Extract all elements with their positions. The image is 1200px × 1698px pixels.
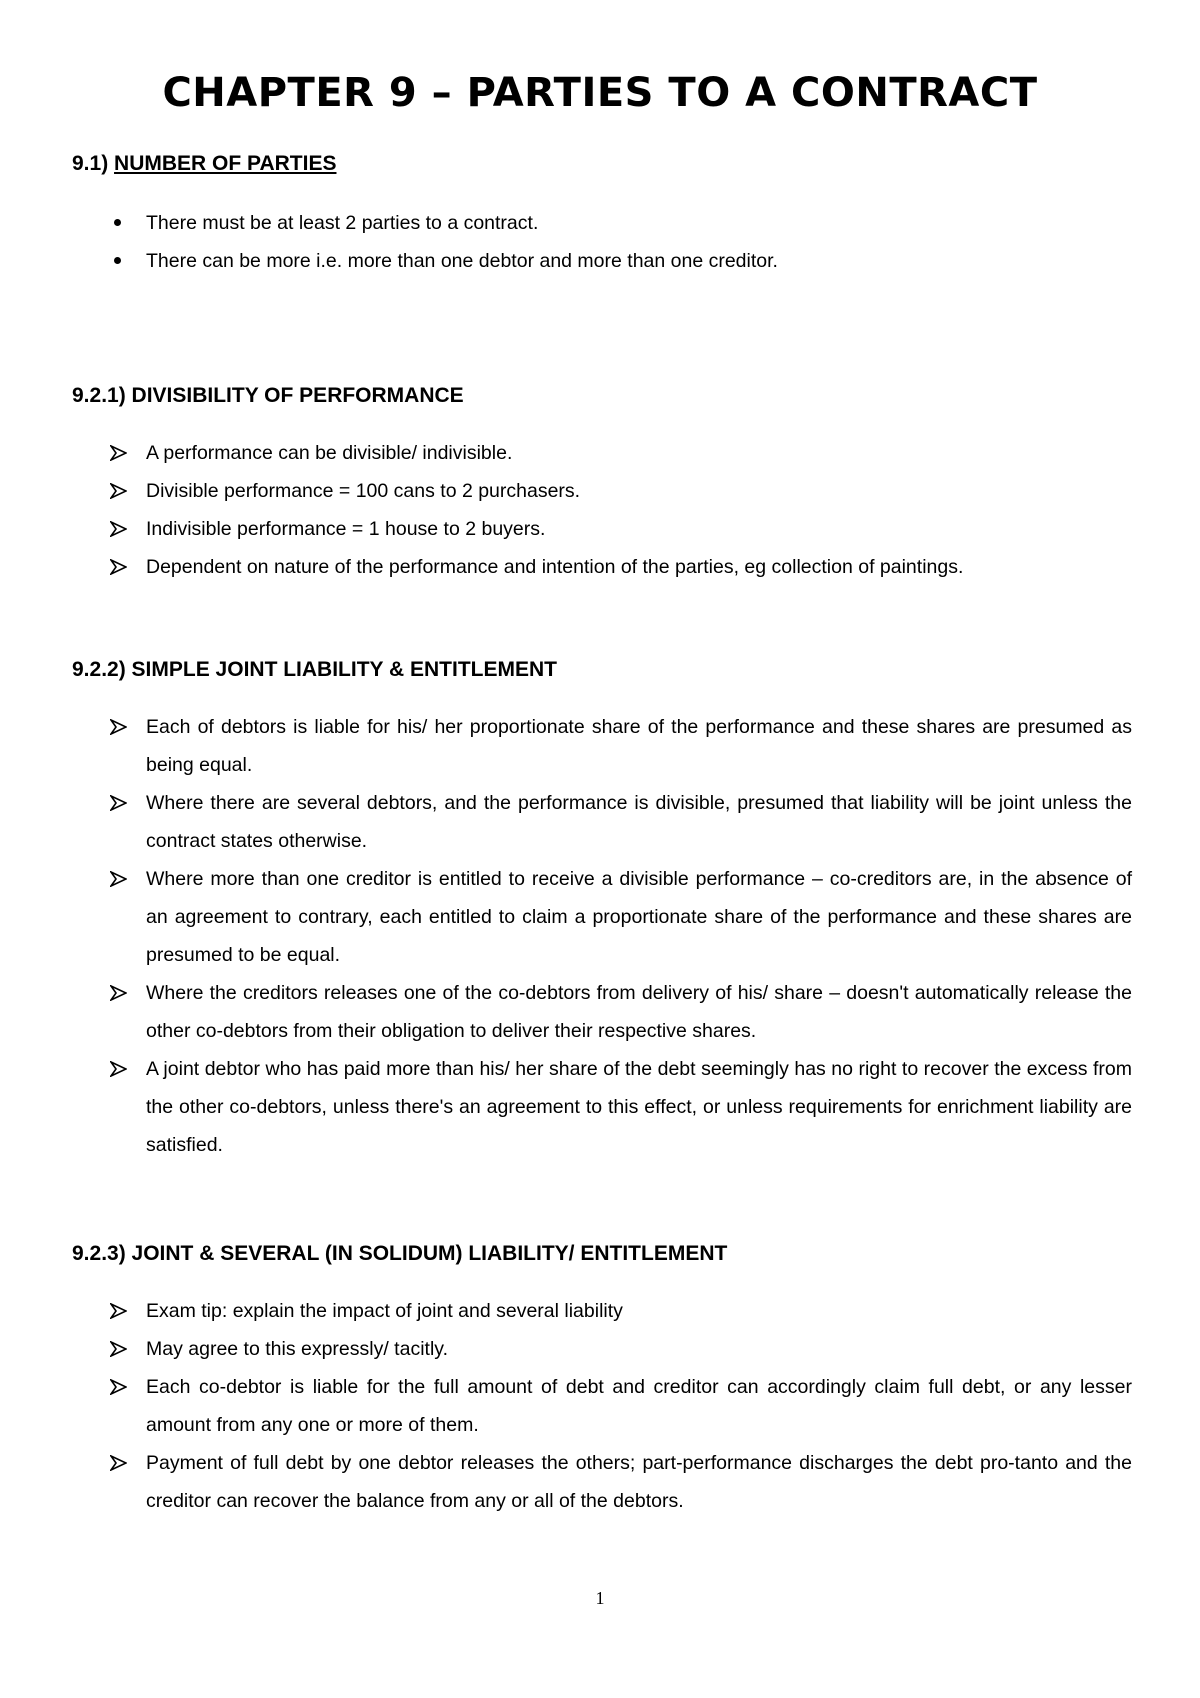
section-number: 9.1) <box>72 152 109 175</box>
list-item <box>72 510 1132 548</box>
list-item-text: Exam tip: explain the impact of joint and several liability <box>146 1300 623 1322</box>
arrow-bullet-icon <box>110 1379 127 1395</box>
arrow-bullet-icon <box>110 1455 127 1471</box>
list-item <box>72 1292 1132 1330</box>
section-heading <box>72 382 1132 410</box>
list-item-text: Each co-debtor is liable for the full amount of debt and creditor can accordingly claim full debt, or any lesser amount from any one or more of them. <box>146 1376 1132 1436</box>
list-item-text: A joint debtor who has paid more than his/ her share of the debt seemingly has no right to recover the excess from the other co-debtors, unless there's an agreement to this effect, or unless requirements for enrichment liability are satisfied. <box>146 1058 1132 1156</box>
list-item <box>72 784 1132 860</box>
list-item-text: There must be at least 2 parties to a contract. <box>146 212 539 234</box>
section-title: JOINT & SEVERAL (IN SOLIDUM) LIABILITY/ ENTITLEMENT <box>131 1242 728 1265</box>
bullet-list <box>72 1292 1132 1520</box>
list-item <box>72 1368 1132 1444</box>
section-title: NUMBER OF PARTIES <box>114 152 337 175</box>
section-divisibility-of-performance <box>72 382 1132 586</box>
list-item <box>72 974 1132 1050</box>
section-heading <box>72 656 1132 684</box>
arrow-bullet-icon <box>110 985 127 1001</box>
list-item-text: Payment of full debt by one debtor releases the others; part-performance discharges the debt pro-tanto and the creditor can recover the balance from any or all of the debtors. <box>146 1452 1132 1512</box>
list-item-text: Each of debtors is liable for his/ her proportionate share of the performance and these shares are presumed as being equal. <box>146 716 1132 776</box>
section-number: 9.2.2) <box>72 658 126 681</box>
bullet-list <box>72 708 1132 1164</box>
list-item-text: There can be more i.e. more than one debtor and more than one creditor. <box>146 250 778 272</box>
section-number-of-parties <box>72 150 1132 280</box>
list-item <box>72 434 1132 472</box>
section-number: 9.2.3) <box>72 1242 126 1265</box>
list-item-text: Where the creditors releases one of the co-debtors from delivery of his/ share – doesn't automatically release the other co-debtors from their obligation to deliver their respective shares. <box>146 982 1132 1042</box>
list-item-text: Where more than one creditor is entitled to receive a divisible performance – co-creditors are, in the absence of an agreement to contrary, each entitled to claim a proportionate share of the performance and these shares are presumed to be equal. <box>146 868 1132 966</box>
section-number: 9.2.1) <box>72 384 126 407</box>
arrow-bullet-icon <box>110 445 127 461</box>
section-heading <box>72 150 1132 178</box>
list-item-text: A performance can be divisible/ indivisible. <box>146 442 513 464</box>
section-title: DIVISIBILITY OF PERFORMANCE <box>131 384 464 407</box>
list-item <box>72 708 1132 784</box>
arrow-bullet-icon <box>110 1303 127 1319</box>
arrow-bullet-icon <box>110 795 127 811</box>
list-item-text: Divisible performance = 100 cans to 2 purchasers. <box>146 480 581 502</box>
document-title: CHAPTER 9 – PARTIES TO A CONTRACT <box>162 70 1038 116</box>
bullet-list <box>72 434 1132 586</box>
section-joint-and-several-liability <box>72 1240 1132 1520</box>
list-item <box>72 242 1132 280</box>
arrow-bullet-icon <box>110 483 127 499</box>
arrow-bullet-icon <box>110 1341 127 1357</box>
list-item-text: Dependent on nature of the performance and intention of the parties, eg collection of paintings. <box>146 556 964 578</box>
section-heading <box>72 1240 1132 1268</box>
list-item <box>72 860 1132 974</box>
arrow-bullet-icon <box>110 871 127 887</box>
arrow-bullet-icon <box>110 559 127 575</box>
list-item-text: Where there are several debtors, and the performance is divisible, presumed that liability will be joint unless the contract states otherwise. <box>146 792 1132 852</box>
arrow-bullet-icon <box>110 1061 127 1077</box>
list-item <box>72 548 1132 586</box>
list-item-text: May agree to this expressly/ tacitly. <box>146 1338 449 1360</box>
arrow-bullet-icon <box>110 521 127 537</box>
page-number: 1 <box>595 1588 605 1608</box>
list-item <box>72 1444 1132 1520</box>
bullet-list <box>72 204 1132 280</box>
arrow-bullet-icon <box>110 719 127 735</box>
list-item <box>72 1050 1132 1164</box>
section-title: SIMPLE JOINT LIABILITY & ENTITLEMENT <box>131 658 558 681</box>
list-item <box>72 204 1132 242</box>
list-item <box>72 1330 1132 1368</box>
list-item <box>72 472 1132 510</box>
section-simple-joint-liability <box>72 656 1132 1164</box>
list-item-text: Indivisible performance = 1 house to 2 buyers. <box>146 518 546 540</box>
